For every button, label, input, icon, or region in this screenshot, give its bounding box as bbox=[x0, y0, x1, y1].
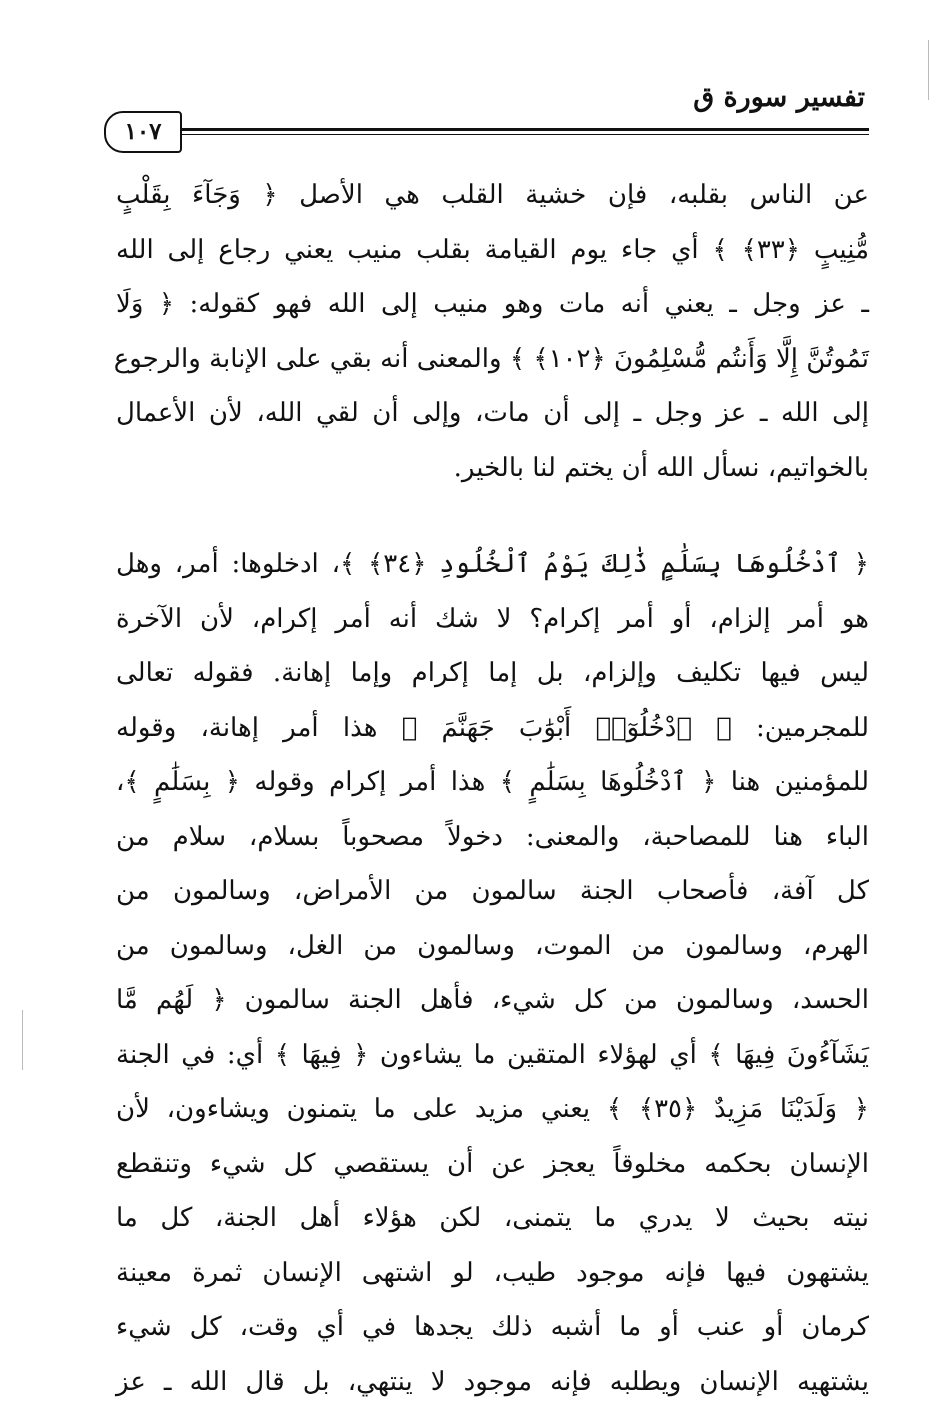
text-line: كل آفة، فأصحاب الجنة سالمون من الأمراض، وسالمون من bbox=[116, 864, 869, 919]
text-line: للمجرمين: ﴿ ٱدْخُلُوٓا۟ أَبْوَٰبَ جَهَنَّمَ ﴾ هذا أمر إهانة، وقوله bbox=[116, 701, 869, 756]
text-line: بالخواتيم، نسأل الله أن يختم لنا بالخير. bbox=[116, 441, 869, 496]
scan-edge-mark bbox=[928, 40, 929, 100]
text-line: يشتهون فيها فإنه موجود طيب، لو اشتهى الإنسان ثمرة معينة bbox=[116, 1246, 869, 1301]
text-line: ﴿ وَلَدَيْنَا مَزِيدٌ ﴿٣٥﴾ ﴾ يعني مزيد على ما يتمنون ويشاءون، لأن bbox=[116, 1082, 869, 1137]
text-line: كرمان أو عنب أو ما أشبه ذلك يجدها في أي وقت، كل شيء bbox=[116, 1300, 869, 1355]
text-line: هو أمر إلزام، أو أمر إكرام؟ لا شك أنه أمر إكرام، لأن الآخرة bbox=[116, 592, 869, 647]
running-title: تفسير سورة ق bbox=[693, 82, 865, 113]
paragraph-2 bbox=[116, 537, 869, 1409]
body-text bbox=[116, 168, 869, 1409]
text-line: يَشَآءُونَ فِيهَا ﴾ أي لهؤلاء المتقين ما يشاءون ﴿ فِيهَا ﴾ أي: في الجنة bbox=[116, 1028, 869, 1083]
text-line: ليس فيها تكليف وإلزام، بل إما إكرام وإما إهانة. فقوله تعالى bbox=[116, 646, 869, 701]
paragraph-gap bbox=[116, 495, 869, 537]
text-line: نيته بحيث لا يدري ما يتمنى، لكن هؤلاء أهل الجنة، كل ما bbox=[116, 1191, 869, 1246]
text-line: تَمُوتُنَّ إِلَّا وَأَنتُم مُّسْلِمُونَ ﴿١٠٢﴾ ﴾ والمعنى أنه بقي على الإنابة والرجوع bbox=[116, 332, 869, 387]
text-line: مُّنِيبٍ ﴿٣٣﴾ ﴾ أي جاء يوم القيامة بقلب منيب يعني رجاع إلى الله bbox=[116, 223, 869, 278]
page-number: ١٠٧ bbox=[104, 111, 182, 153]
text-line: الباء هنا للمصاحبة، والمعنى: دخولاً مصحوباً بسلام، سلام من bbox=[116, 810, 869, 865]
header-rule bbox=[180, 128, 869, 135]
scan-edge-mark bbox=[22, 1010, 23, 1070]
text-line: للمؤمنين هنا ﴿ ٱدْخُلُوهَا بِسَلَٰمٍ ﴾ هذا أمر إكرام وقوله ﴿ بِسَلَٰمٍ ﴾، bbox=[116, 755, 869, 810]
text-line: الإنسان بحكمه مخلوقاً يعجز عن أن يستقصي كل شيء وتنقطع bbox=[116, 1137, 869, 1192]
text-line: الحسد، وسالمون من كل شيء، فأهل الجنة سالمون ﴿ لَهُم مَّا bbox=[116, 973, 869, 1028]
text-line: إلى الله ـ عز وجل ـ إلى أن مات، وإلى أن لقي الله، لأن الأعمال bbox=[116, 386, 869, 441]
text-line: عن الناس بقلبه، فإن خشية القلب هي الأصل ﴿ وَجَآءَ بِقَلْبٍ bbox=[116, 168, 869, 223]
text-line: ﴿ ٱدْخُلُوهَا بِسَلَٰمٍ ذَٰلِكَ يَوْمُ ٱلْخُلُودِ ﴿٣٤﴾ ﴾، ادخلوها: أمر، وهل bbox=[116, 537, 869, 592]
text-line: الهرم، وسالمون من الموت، وسالمون من الغل، وسالمون من bbox=[116, 919, 869, 974]
text-line: ـ عز وجل ـ يعني أنه مات وهو منيب إلى الله فهو كقوله: ﴿ وَلَا bbox=[116, 277, 869, 332]
paragraph-1 bbox=[116, 168, 869, 495]
text-line: يشتهيه الإنسان ويطلبه فإنه موجود لا ينتهي، بل قال الله ـ عز bbox=[116, 1355, 869, 1409]
